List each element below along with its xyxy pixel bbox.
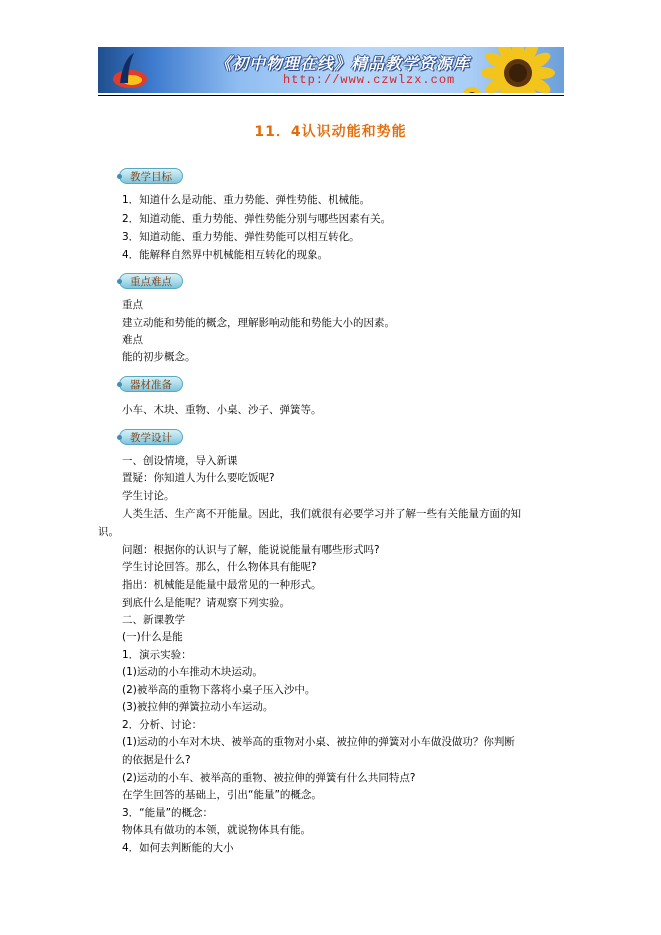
difficulty-heading: 难点	[122, 334, 143, 346]
design-line: 问题：根据你的认识与了解，能说说能量有哪些形式吗?	[122, 544, 380, 556]
design-line: (1)运动的小车对木块、被举高的重物对小桌、被拉伸的弹簧对小车做没做功？你判断	[122, 736, 515, 748]
design-line: 4．如何去判断能的大小	[122, 842, 234, 854]
goal-item-1: 1．知道什么是动能、重力势能、弹性势能、机械能。	[122, 194, 371, 206]
section-badge-design: 教学设计	[119, 429, 183, 445]
goal-item-3: 3．知道动能、重力势能、弹性势能可以相互转化。	[122, 231, 360, 243]
design-line: 2．分析、讨论：	[122, 719, 203, 731]
design-line: 一、创设情境，导入新课	[122, 455, 238, 467]
design-line: 指出：机械能是能量中最常见的一种形式。	[122, 579, 322, 591]
header-banner	[98, 47, 564, 93]
design-line: 识。	[98, 526, 119, 538]
section-badge-materials: 器材准备	[119, 376, 183, 392]
design-line: (2)运动的小车、被举高的重物、被拉伸的弹簧有什么共同特点?	[122, 772, 416, 784]
design-line: 3．“能量”的概念：	[122, 807, 214, 819]
design-line: 1．演示实验：	[122, 649, 192, 661]
design-line: 在学生回答的基础上，引出“能量”的概念。	[122, 789, 322, 801]
materials-text: 小车、木块、重物、小桌、沙子、弹簧等。	[122, 404, 322, 416]
section-badge-goals: 教学目标	[119, 168, 183, 184]
sunflower-icon	[460, 47, 564, 93]
site-logo	[106, 49, 150, 93]
key-heading: 重点	[122, 299, 143, 311]
key-text: 建立动能和势能的概念，理解影响动能和势能大小的因素。	[122, 317, 395, 329]
goal-item-4: 4．能解释自然界中机械能相互转化的现象。	[122, 249, 329, 261]
design-line: (2)被举高的重物下落将小桌子压入沙中。	[122, 684, 316, 696]
design-line: (1)运动的小车推动木块运动。	[122, 666, 263, 678]
design-line: 的依据是什么?	[122, 754, 191, 766]
design-line: 学生讨论。	[122, 490, 175, 502]
page-title: 11．4认识动能和势能	[254, 124, 407, 140]
banner-url[interactable]: http://www.czwlzx.com	[283, 73, 456, 87]
design-line: 物体具有做功的本领，就说物体具有能。	[122, 824, 311, 836]
section-badge-key: 重点难点	[119, 273, 183, 289]
design-line: 人类生活、生产离不开能量。因此，我们就很有必要学习并了解一些有关能量方面的知	[122, 508, 521, 520]
goal-item-2: 2．知道动能、重力势能、弹性势能分别与哪些因素有关。	[122, 213, 392, 225]
design-line: 到底什么是能呢？请观察下列实验。	[122, 597, 290, 609]
design-line: 二、新课教学	[122, 614, 185, 626]
difficulty-text: 能的初步概念。	[122, 351, 196, 363]
banner-title: 《初中物理在线》精品教学资源库	[215, 54, 471, 73]
design-line: 置疑：你知道人为什么要吃饭呢?	[122, 472, 275, 484]
design-line: 学生讨论回答。那么，什么物体具有能呢?	[122, 561, 317, 573]
design-line: (3)被拉伸的弹簧拉动小车运动。	[122, 701, 274, 713]
header-divider	[98, 95, 564, 96]
design-line: (一)什么是能	[122, 631, 183, 643]
